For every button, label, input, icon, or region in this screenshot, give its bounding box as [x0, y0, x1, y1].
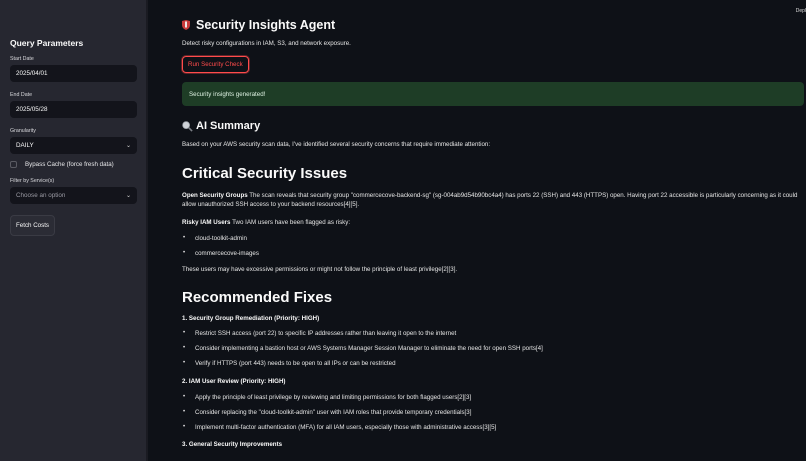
fix-list	[182, 393, 806, 438]
start-date-label: Start Date	[10, 56, 34, 62]
run-security-check-button[interactable]: Run Security Check	[182, 56, 249, 73]
service-filter-select[interactable]	[10, 187, 137, 204]
critical-issues-heading: Critical Security Issues	[182, 164, 348, 182]
iam-user-list	[182, 234, 806, 264]
iam-text: Two IAM users have been flagged as risky:	[230, 218, 351, 226]
list-item: • Restrict SSH access (port 22) to specific IP addresses rather than leaving it open to the internet	[182, 329, 806, 344]
service-filter-label: Filter by Service(s)	[10, 178, 55, 184]
service-filter-placeholder: Choose an option	[16, 192, 66, 199]
open-sg-label: Open Security Groups	[182, 191, 248, 199]
granularity-label: Granularity	[10, 128, 36, 134]
fix-section-title: 3. General Security Improvements	[182, 440, 283, 448]
list-item: • Implement multi-factor authentication (MFA) for all IAM users, especially those with administrative access[3][5]	[182, 423, 806, 438]
fix-section-title: 1. Security Group Remediation (Priority: HIGH)	[182, 314, 320, 322]
checkbox-box[interactable]	[10, 161, 17, 168]
bypass-cache-label: Bypass Cache (force fresh data)	[25, 161, 114, 168]
iam-label: Risky IAM Users	[182, 218, 231, 226]
chevron-down-icon: ⌄	[125, 193, 131, 199]
iam-note: These users may have excessive permissions or might not follow the principle of least privilege[2][3].	[182, 266, 458, 273]
sidebar	[0, 0, 148, 461]
summary-intro: Based on your AWS security scan data, I've identified several security concerns that require immediate attention:	[182, 141, 491, 148]
shield-icon	[182, 20, 190, 30]
start-date-value: 2025/04/01	[16, 70, 48, 77]
open-sg-text: The scan reveals that security group "commercecove-backend-sg" (sg-004ab9d54b90bc4a4) has ports 22 (SSH) and 443 (HTTPS) open. Having port 22 accessible is particularly concerning as it could allow unauthorized SSH access to your backend resources[4][5].	[182, 191, 798, 208]
fix-list	[182, 329, 806, 374]
deploy-button[interactable]: Depl	[795, 8, 806, 14]
main-content	[182, 0, 806, 449]
list-item: • Verify if HTTPS (port 443) needs to be open to all IPs or can be restricted	[182, 359, 806, 374]
success-message: Security insights generated!	[189, 90, 266, 98]
magnifier-icon	[182, 121, 193, 132]
bypass-cache-checkbox[interactable]	[10, 161, 136, 168]
page-subtitle: Detect risky configurations in IAM, S3, and network exposure.	[182, 40, 351, 47]
list-item: • commercecove-images	[182, 249, 806, 264]
list-item: • Consider replacing the "cloud-toolkit-admin" user with IAM roles that provide temporary credentials[3]	[182, 408, 806, 423]
end-date-value: 2025/05/28	[16, 106, 48, 113]
risky-iam-paragraph	[182, 218, 806, 228]
end-date-input[interactable]	[10, 101, 137, 118]
end-date-label: End Date	[10, 92, 33, 98]
list-item: • cloud-toolkit-admin	[182, 234, 806, 249]
chevron-down-icon: ⌄	[125, 143, 131, 149]
list-item: • Apply the principle of least privilege by reviewing and limiting permissions for both flagged users[2][3]	[182, 393, 806, 408]
fix-section-title: 2. IAM User Review (Priority: HIGH)	[182, 378, 286, 385]
success-alert	[182, 82, 804, 106]
recommended-fixes-heading: Recommended Fixes	[182, 288, 333, 306]
start-date-input[interactable]	[10, 65, 137, 82]
list-item: • Consider implementing a bastion host or AWS Systems Manager Session Manager to eliminate the need for open SSH ports[4]	[182, 344, 806, 359]
ai-summary-text: AI Summary	[196, 120, 261, 132]
open-security-groups-paragraph	[182, 191, 804, 210]
page-title-text: Security Insights Agent	[196, 18, 336, 32]
fetch-costs-button[interactable]: Fetch Costs	[10, 215, 55, 236]
ai-summary-heading	[182, 120, 806, 132]
page-title	[182, 18, 806, 32]
granularity-value: DAILY	[16, 142, 34, 149]
granularity-select[interactable]	[10, 137, 137, 154]
sidebar-title: Query Parameters	[10, 38, 84, 48]
